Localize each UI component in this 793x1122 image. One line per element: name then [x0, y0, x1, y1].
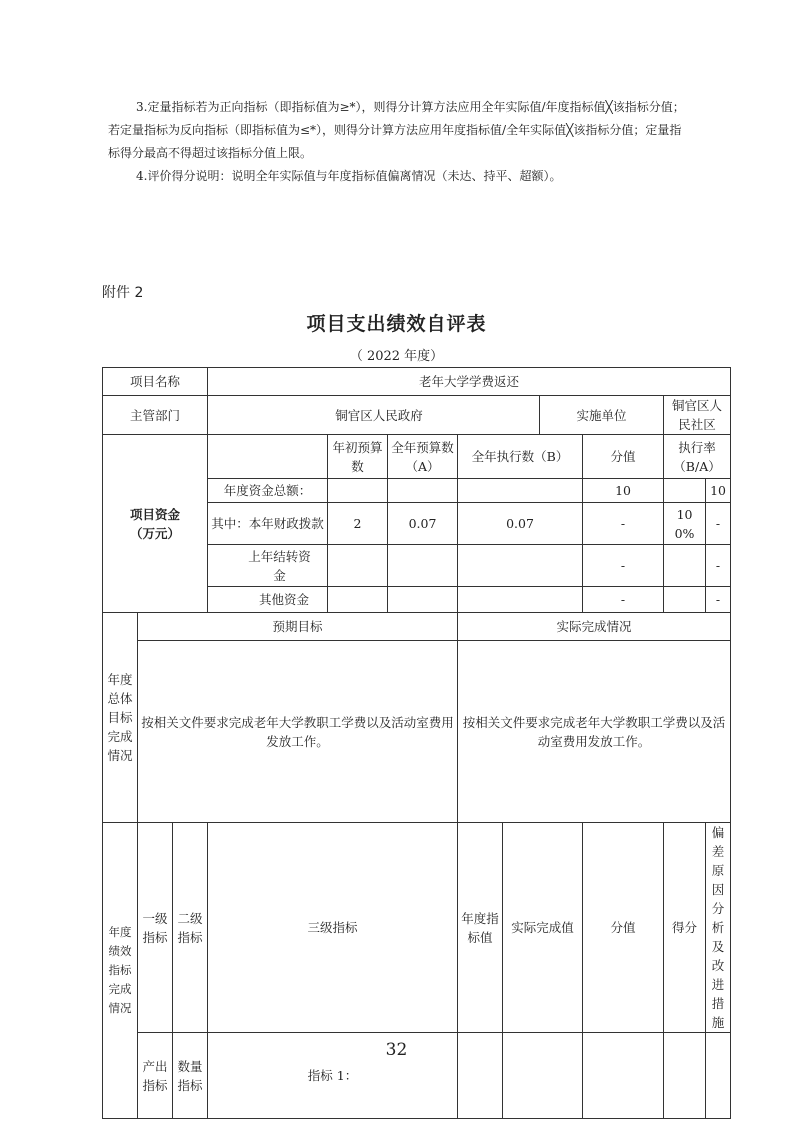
col-value: 分值: [583, 823, 664, 1033]
expected-goal-text: 按相关文件要求完成老年大学教职工学费以及活动室费用发放工作。: [138, 641, 458, 823]
fund-initial: [328, 545, 388, 587]
fund-score: -: [706, 587, 731, 613]
fund-value: -: [583, 587, 664, 613]
col-level1-indicator: 一级指标: [138, 823, 173, 1033]
fund-row-label: 其他资金: [208, 587, 328, 613]
department-value: 铜官区人民政府: [208, 396, 540, 435]
fund-value: -: [583, 545, 664, 587]
project-name: 老年大学学费返还: [208, 368, 731, 396]
self-evaluation-table: [102, 367, 731, 1119]
project-name-row: [103, 368, 731, 396]
fund-executed: [458, 545, 583, 587]
col-exec-rate: 执行率（B/A）: [664, 435, 731, 479]
note-line-1: 3.定量指标若为正向指标（即指标值为≥*），则得分计算方法应用全年实际值/年度指标值╳该指标分值；: [136, 100, 685, 114]
goals-header-row: [103, 613, 731, 641]
col-annual-budget: 全年预算数（A）: [388, 435, 458, 479]
fund-row-label: 年度资金总额：: [208, 479, 328, 503]
col-level3-indicator: 三级指标: [208, 823, 458, 1033]
performance-indicator-label: 年度绩效指标完成情况: [103, 823, 138, 1119]
fund-rate: [664, 479, 706, 503]
note-line-2: 若定量指标为反向指标（即指标值为≤*），则得分计算方法应用年度指标值/全年实际值╳该指标分值；定量指: [108, 123, 682, 137]
col-initial-budget: 年初预算数: [328, 435, 388, 479]
funds-header-row: [103, 435, 731, 479]
fund-rate: [664, 545, 706, 587]
fund-row-label: 其中：本年财政拨款: [208, 503, 328, 545]
fund-value: -: [583, 503, 664, 545]
fund-initial: 2: [328, 503, 388, 545]
fund-rate: 100%: [664, 503, 706, 545]
page-number: 32: [385, 1040, 408, 1060]
fund-initial: [328, 479, 388, 503]
fund-initial: [328, 587, 388, 613]
evaluation-notes: [108, 96, 708, 188]
department-label: 主管部门: [103, 396, 208, 435]
implementer-value: 铜官区人民社区: [664, 396, 731, 435]
fund-score: -: [706, 503, 731, 545]
overall-goal-label: 年度总体目标完成情况: [103, 613, 138, 823]
fund-annual: [388, 479, 458, 503]
col-score-value: 分值: [583, 435, 664, 479]
col-score: 得分: [664, 823, 706, 1033]
fund-annual: [388, 587, 458, 613]
level2-indicator: 数量指标: [173, 1033, 208, 1119]
funds-label-cell: [103, 435, 208, 613]
attachment-label: 附件 2: [102, 285, 144, 301]
fund-executed: 0.07: [458, 503, 583, 545]
funds-header-blank: [208, 435, 328, 479]
level1-indicator: 产出指标: [138, 1033, 173, 1119]
fund-value: 10: [583, 479, 664, 503]
fund-annual: 0.07: [388, 503, 458, 545]
indicator-header-row: [103, 823, 731, 1033]
department-row: [103, 396, 731, 435]
year-label: （ 2022 年度）: [349, 349, 444, 364]
note-line-3: 标得分最高不得超过该指标分值上限。: [108, 146, 313, 160]
fund-row-label: 上年结转资金: [208, 545, 328, 587]
actual-completion-text: 按相关文件要求完成老年大学教职工学费以及活动室费用发放工作。: [458, 641, 731, 823]
expected-goal-label: 预期目标: [138, 613, 458, 641]
goals-content-row: [103, 641, 731, 823]
col-executed: 全年执行数（B）: [458, 435, 583, 479]
project-name-label: 项目名称: [103, 368, 208, 396]
col-year-indicator-value: 年度指标值: [458, 823, 503, 1033]
fund-executed: [458, 587, 583, 613]
page-title: 项目支出绩效自评表: [306, 313, 487, 335]
funds-unit: （万元）: [130, 525, 181, 541]
fund-rate: [664, 587, 706, 613]
indicator-name: 指标 1：: [208, 1033, 458, 1119]
note-line-4: 4.评价得分说明：说明全年实际值与年度指标值偏离情况（未达、持平、超额）。: [136, 169, 562, 183]
actual-completion-label: 实际完成情况: [458, 613, 731, 641]
implementer-label: 实施单位: [540, 396, 664, 435]
fund-score: 10: [706, 479, 731, 503]
fund-score: -: [706, 545, 731, 587]
col-deviation-analysis: 偏差原因分析及改进措施: [706, 823, 731, 1033]
fund-executed: [458, 479, 583, 503]
col-actual-value: 实际完成值: [503, 823, 583, 1033]
funds-label: 项目资金: [130, 506, 181, 522]
fund-annual: [388, 545, 458, 587]
col-level2-indicator: 二级指标: [173, 823, 208, 1033]
